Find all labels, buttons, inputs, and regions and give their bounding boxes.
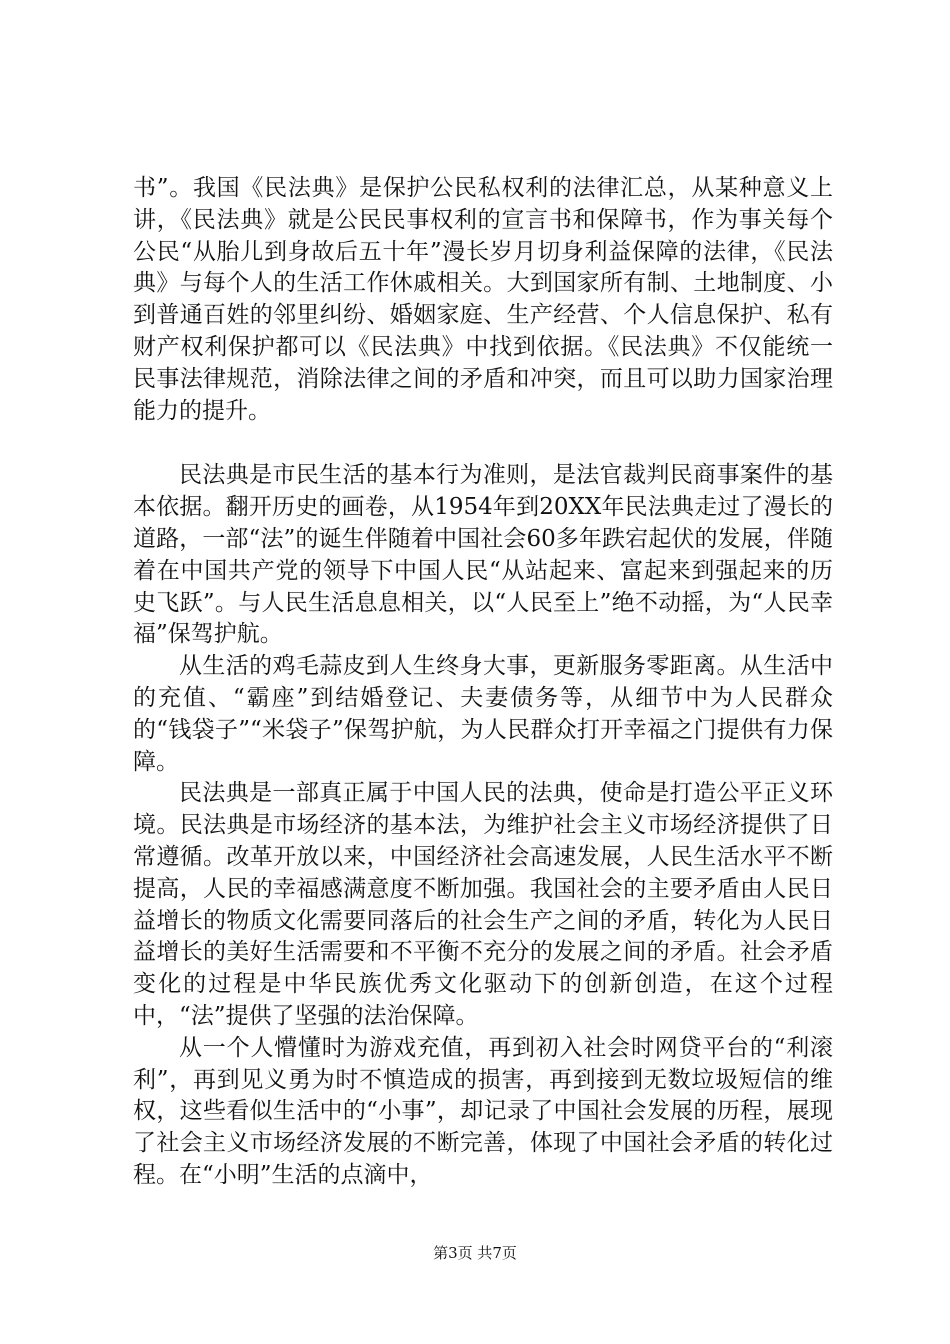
paragraph: 民法典是一部真正属于中国人民的法典，使命是打造公平正义环境。民法典是市场经济的基本法，为维护社会主义市场经济提供了日常遵循。改革开放以来，中国经济社会高速发展，人民生活水平不断提高，人民的幸福感满意度不断加强。我国社会的主要矛盾由人民日益增长的物质文化需要同落后的社会生产之间的矛盾，转化为人民日益增长的美好生活需要和不平衡不充分的发展之间的矛盾。社会矛盾变化的过程是中华民族优秀文化驱动下的创新创造，在这个过程中，“法”提供了坚强的法治保障。: [133, 780, 833, 1029]
paragraph: 从生活的鸡毛蒜皮到人生终身大事，更新服务零距离。从生活中的充值、“霸座”到结婚登记、夫妻债务等，从细节中为人民群众的“钱袋子”“米袋子”保驾护航，为人民群众打开幸福之门提供有力保障。: [133, 653, 833, 775]
page-number-footer: 第3页 共7页: [433, 1244, 517, 1262]
document-body: [133, 173, 833, 1192]
paragraph: 从一个人懵懂时为游戏充值，再到初入社会时网贷平台的“利滚利”，再到见义勇为时不慎造成的损害，再到接到无数垃圾短信的维权，这些看似生活中的“小事”，却记录了中国社会发展的历程，展现了社会主义市场经济发展的不断完善，体现了中国社会矛盾的转化过程。在“小明”生活的点滴中，: [133, 1034, 833, 1188]
paragraph-continuation: 书”。我国《民法典》是保护公民私权利的法律汇总，从某种意义上讲，《民法典》就是公民民事权利的宣言书和保障书，作为事关每个公民“从胎儿到身故后五十年”漫长岁月切身利益保障的法律，《民法典》与每个人的生活工作休戚相关。大到国家所有制、土地制度、小到普通百姓的邻里纠纷、婚姻家庭、生产经营、个人信息保护、私有财产权利保护都可以《民法典》中找到依据。《民法典》不仅能统一民事法律规范，消除法律之间的矛盾和冲突，而且可以助力国家治理能力的提升。: [133, 175, 833, 424]
paragraph: 民法典是市民生活的基本行为准则，是法官裁判民商事案件的基本依据。翻开历史的画卷，从1954年到20XX年民法典走过了漫长的道路，一部“法”的诞生伴随着中国社会60多年跌宕起伏的发展，伴随着在中国共产党的领导下中国人民“从站起来、富起来到强起来的历史飞跃”。与人民生活息息相关，以“人民至上”绝不动摇，为“人民幸福”保驾护航。: [133, 462, 833, 648]
